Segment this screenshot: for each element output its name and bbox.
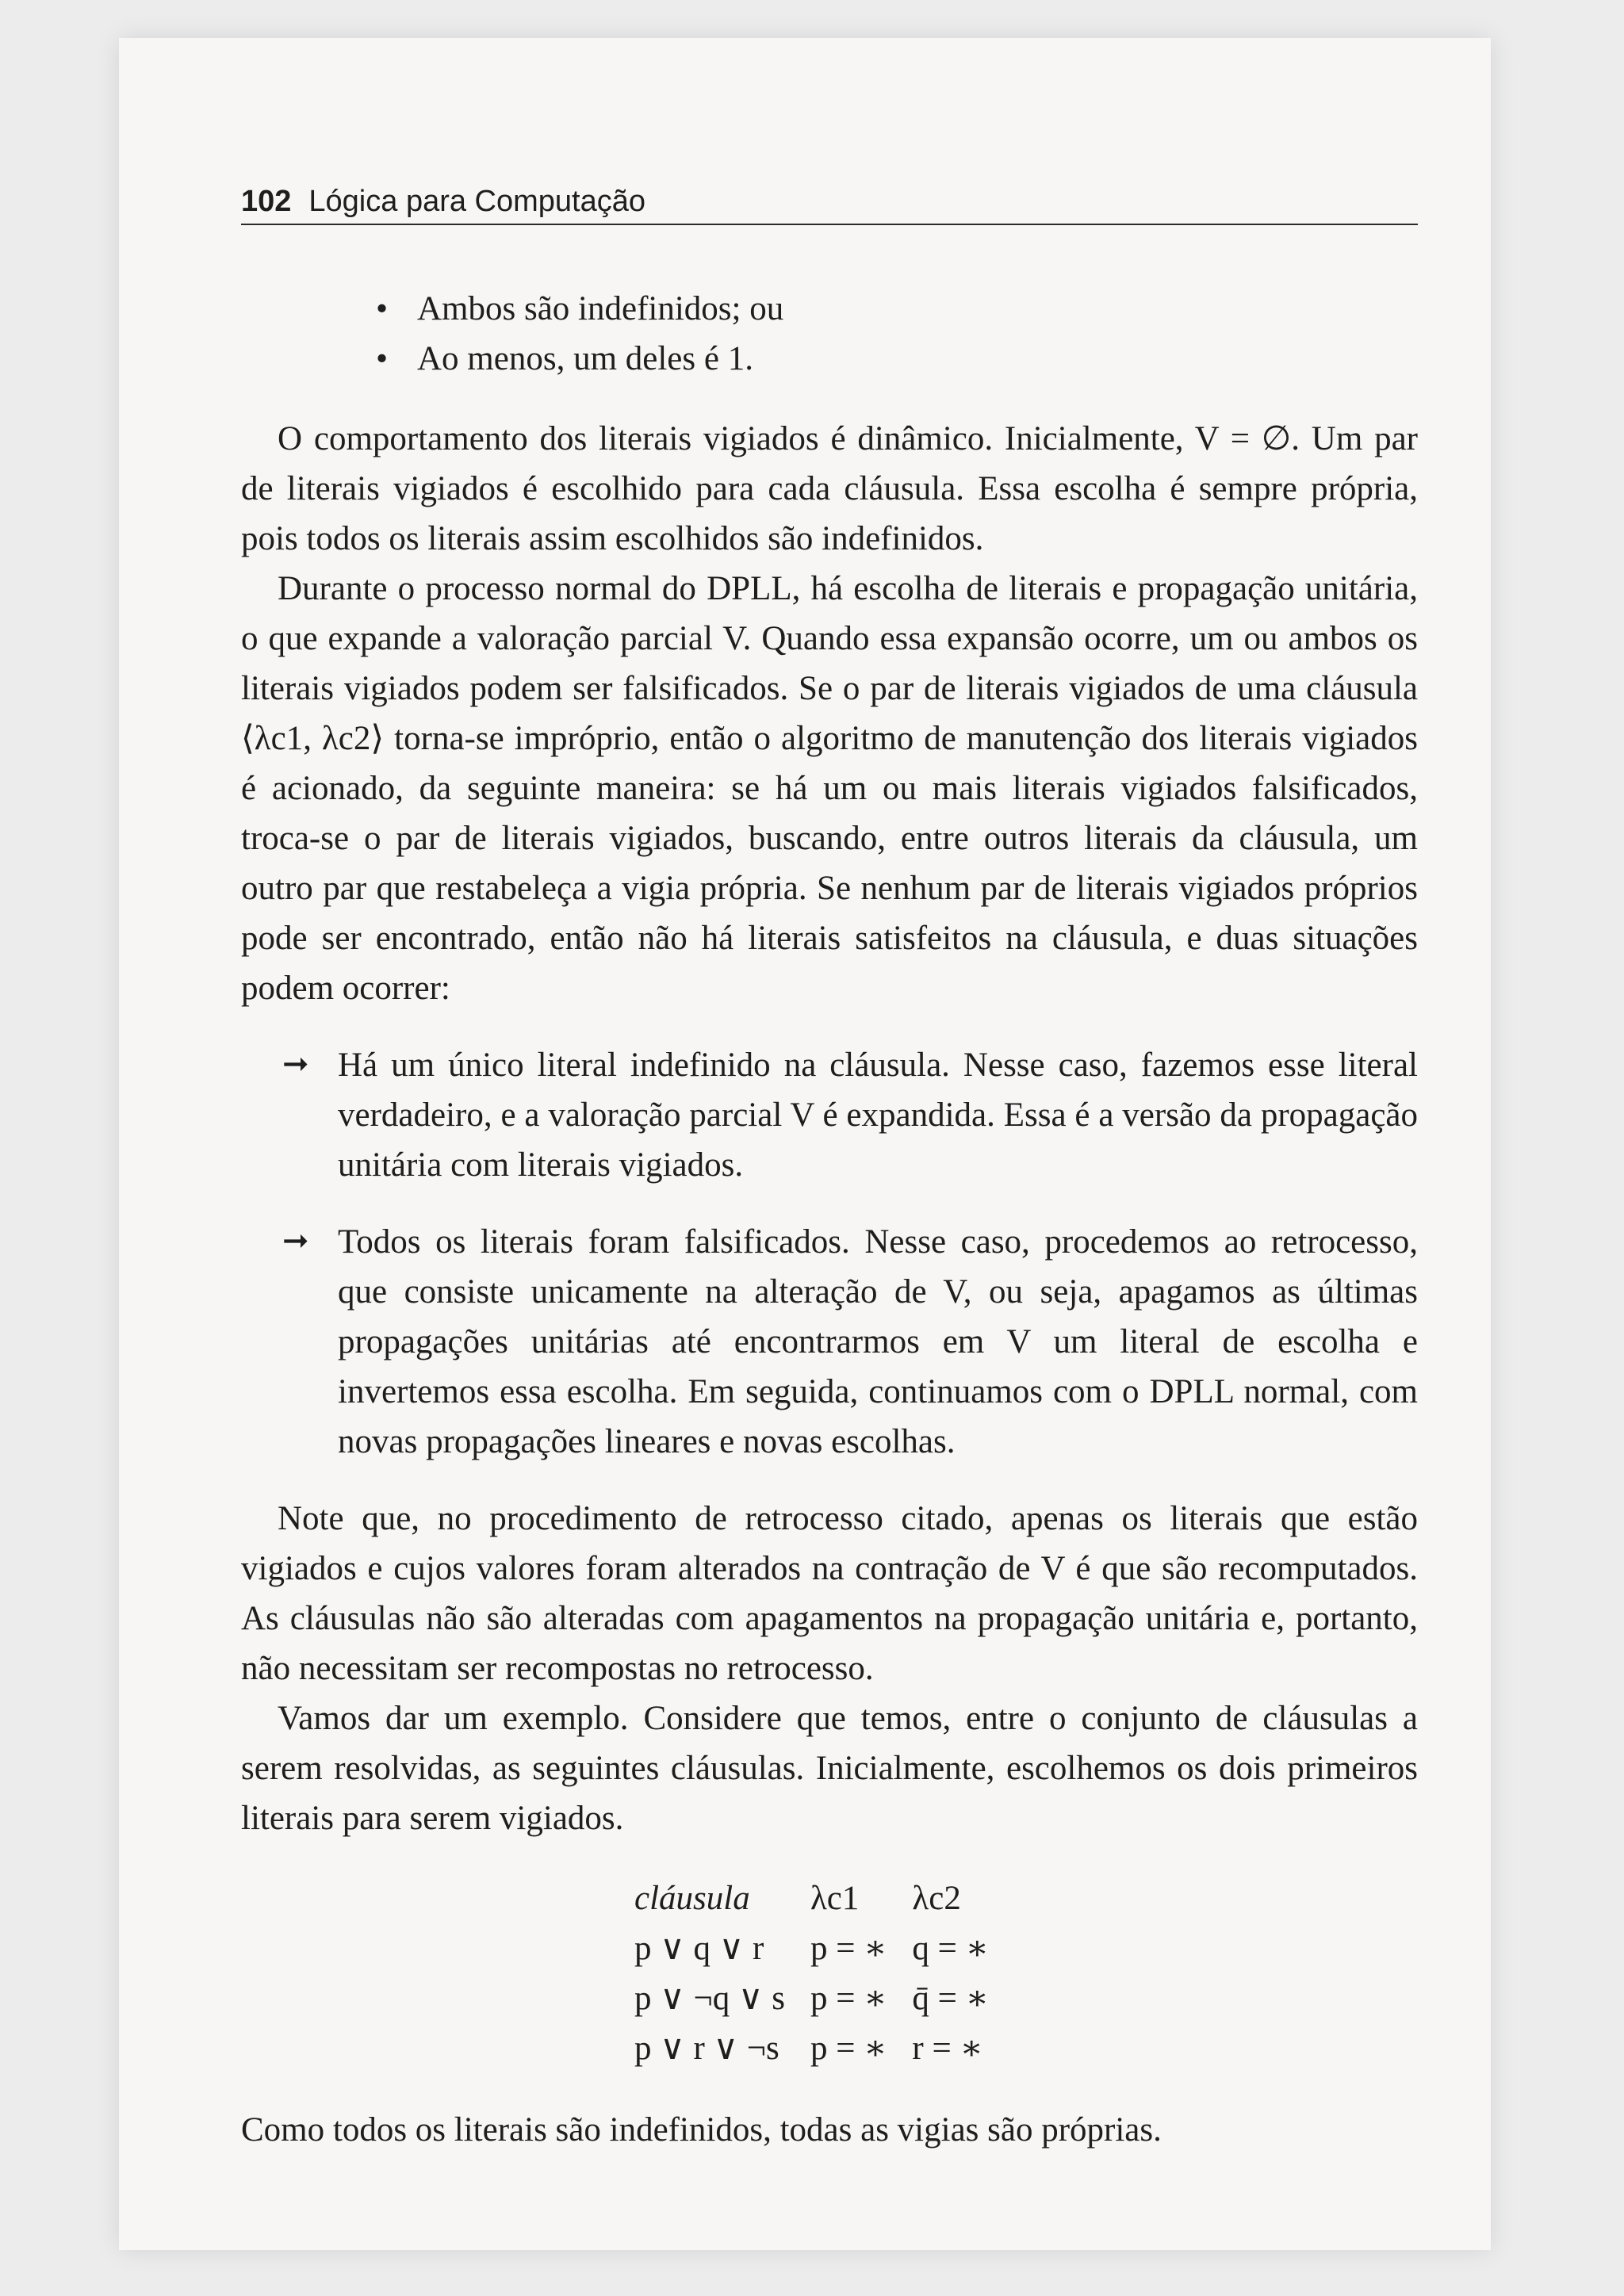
table-cell: q̄ = ∗ bbox=[912, 1980, 989, 2017]
clause-table bbox=[634, 1873, 1014, 2073]
page-body bbox=[241, 284, 1418, 2155]
bullet-icon: • bbox=[376, 340, 389, 377]
arrow-bullet-icon: ➞ bbox=[282, 1223, 309, 1258]
running-header bbox=[241, 179, 1418, 225]
bullet-list bbox=[241, 284, 1418, 384]
list-item: ➞ Todos os literais foram falsificados. Nesse caso, procedemos ao retrocesso, que consiste unicamente na alteração de V, ou seja, apagamos as últimas propagações unitárias até encontrarmos em V um literal de escolha e invertemos essa escolha. Em seguida, continuamos com o DPLL normal, com novas propagações lineares e novas escolhas. bbox=[241, 1217, 1418, 1467]
column-header: λc1 bbox=[810, 1880, 860, 1917]
table-cell: p = ∗ bbox=[810, 1980, 887, 2017]
bullet-icon: • bbox=[376, 290, 389, 327]
table-row bbox=[634, 1973, 1014, 2023]
table-cell: p ∨ r ∨ ¬s bbox=[634, 2030, 779, 2067]
column-header: cláusula bbox=[634, 1880, 750, 1917]
arrow-bullet-icon: ➞ bbox=[282, 1046, 309, 1081]
book-title: Lógica para Computação bbox=[308, 185, 646, 218]
table-header-row bbox=[634, 1873, 1014, 1923]
paragraph: Vamos dar um exemplo. Considere que temos, entre o conjunto de cláusulas a serem resolvidas, as seguintes cláusulas. Inicialmente, escolhemos os dois primeiros literais para serem vigiados. bbox=[241, 1700, 1418, 1837]
table-cell: p = ∗ bbox=[810, 1930, 887, 1967]
table-row bbox=[634, 2023, 1014, 2073]
paragraph: O comportamento dos literais vigiados é dinâmico. Inicialmente, V = ∅. Um par de literais vigiados é escolhido para cada cláusula. Essa escolha é sempre própria, pois todos os literais assim escolhidos são indefinidos. bbox=[241, 420, 1418, 557]
table-cell: p = ∗ bbox=[810, 2030, 887, 2067]
table-cell: p ∨ q ∨ r bbox=[634, 1930, 764, 1967]
column-header: λc2 bbox=[912, 1880, 961, 1917]
list-item: • Ao menos, um deles é 1. bbox=[241, 334, 1418, 384]
list-item: • Ambos são indefinidos; ou bbox=[241, 284, 1418, 334]
list-item: ➞ Há um único literal indefinido na cláusula. Nesse caso, fazemos esse literal verdadeiro, e a valoração parcial V é expandida. Essa é a versão da propagação unitária com literais vigiados. bbox=[241, 1040, 1418, 1190]
page-number: 102 bbox=[241, 185, 292, 218]
table-cell: q = ∗ bbox=[912, 1930, 989, 1967]
paragraph: Durante o processo normal do DPLL, há escolha de literais e propagação unitária, o que expande a valoração parcial V. Quando essa expansão ocorre, um ou ambos os literais vigiados podem ser falsificados. Se o par de literais vigiados de uma cláusula ⟨λc1, λc2⟩ torna-se impróprio, então o algoritmo de manutenção dos literais vigiados é acionado, da seguinte maneira: se há um ou mais literais vigiados falsificados, troca-se o par de literais vigiados, buscando, entre outros literais da cláusula, um outro par que restabeleça a vigia própria. Se nenhum par de literais vigiados próprios pode ser encontrado, então não há literais satisfeitos na cláusula, e duas situações podem ocorrer: bbox=[241, 570, 1418, 1007]
closing-sentence: Como todos os literais são indefinidos, todas as vigias são próprias. bbox=[241, 2111, 1162, 2149]
table-row bbox=[634, 1923, 1014, 1973]
paragraph: Note que, no procedimento de retrocesso citado, apenas os literais que estão vigiados e cujos valores foram alterados na contração de V é que são recomputados. As cláusulas não são alteradas com apagamentos na propagação unitária e, portanto, não necessitam ser recompostas no retrocesso. bbox=[241, 1500, 1418, 1687]
arrow-list bbox=[241, 1040, 1418, 1467]
table-cell: r = ∗ bbox=[912, 2030, 983, 2067]
table-cell: p ∨ ¬q ∨ s bbox=[634, 1980, 785, 2017]
